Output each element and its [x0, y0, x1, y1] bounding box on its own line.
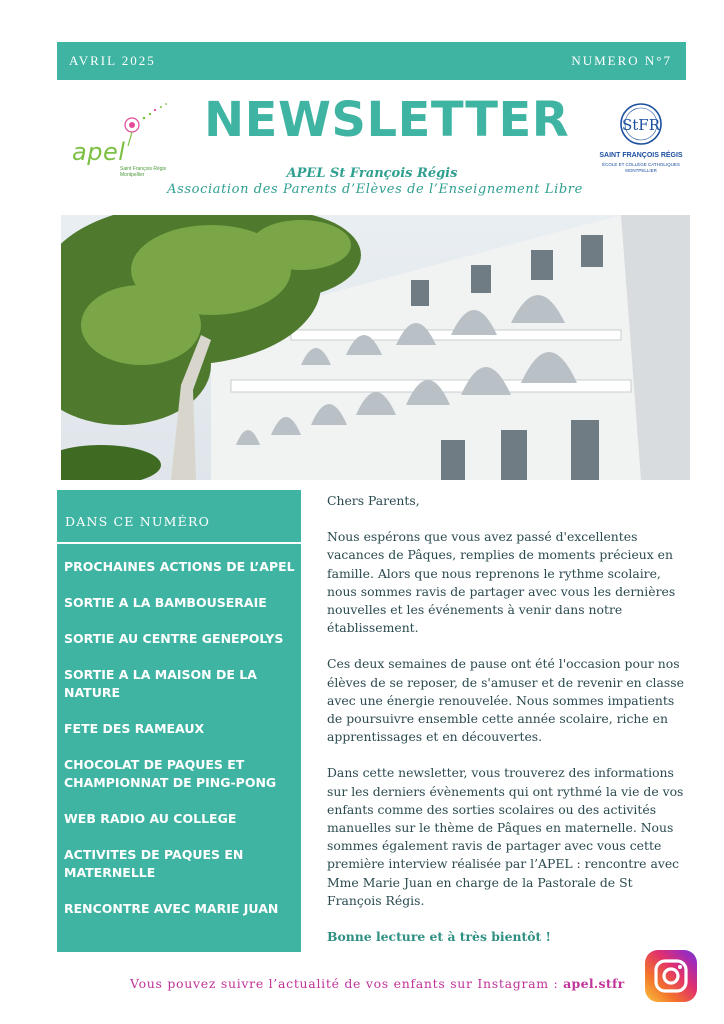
table-of-contents — [57, 490, 301, 952]
toc-item-bambouseraie[interactable]: SORTIE A LA BAMBOUSERAIE — [64, 595, 267, 610]
apel-logo-word: apel — [72, 138, 126, 166]
toc-divider — [57, 542, 301, 544]
instagram-icon[interactable] — [645, 950, 697, 1002]
apel-logo — [70, 100, 180, 180]
school-building-photo — [61, 215, 690, 480]
org-name: APEL St François Régis — [286, 166, 458, 181]
toc-item-maternelle[interactable]: ACTIVITES DE PAQUES EN MATERNELLE — [64, 847, 244, 880]
editorial-letter — [327, 492, 689, 964]
toc-item-web-radio[interactable]: WEB RADIO AU COLLEGE — [64, 811, 237, 826]
toc-item-maison-nature[interactable]: SORTIE A LA MAISON DE LA NATURE — [64, 667, 257, 700]
letter-closing: Bonne lecture et à très bientôt ! — [327, 929, 551, 945]
footer-text: Vous pouvez suivre l’actualité de vos enfants sur Instagram : — [130, 976, 559, 991]
issue-date: AVRIL 2025 — [69, 53, 156, 68]
letter-paragraph-2: Ces deux semaines de pause ont été l'occasion pour nos élèves de se reposer, de s'amuser et de revenir en classe avec une énergie renouvelée. Nous sommes impatients de poursuivre ensemble cette année scolaire, riche en apprentissages et en découvertes. — [327, 656, 684, 745]
toc-item-actions[interactable]: PROCHAINES ACTIONS DE L’APEL — [64, 559, 295, 574]
association-name: Association des Parents d’Elèves de l’Enseignement Libre — [167, 182, 583, 197]
toc-heading: DANS CE NUMÉRO — [65, 514, 211, 529]
toc-item-rameaux[interactable]: FETE DES RAMEAUX — [64, 721, 205, 736]
toc-item-chocolat[interactable]: CHOCOLAT DE PAQUES ET CHAMPIONNAT DE PING-PONG — [64, 757, 277, 790]
letter-paragraph-3: Dans cette newsletter, vous trouverez des informations sur les derniers évènements qui ont rythmé la vie de vos enfants comme des sorties scolaires ou des activités manuelles sur le thème de Pâques en maternelle. Nous sommes également ravis de partager avec vous cette première interview réalisée par l’APEL : rencontre avec Mme Marie Juan en charge de la Pastorale de St François Régis. — [327, 765, 684, 908]
toc-item-marie-juan[interactable]: RENCONTRE AVEC MARIE JUAN — [64, 901, 279, 916]
issue-number: NUMERO N°7 — [571, 53, 672, 68]
apel-logo-subtitle: Saint François Régis Montpellier — [120, 166, 167, 178]
school-logo-name: SAINT FRANÇOIS RÉGIS — [599, 152, 683, 159]
school-logo — [596, 100, 686, 180]
school-logo-mark: StFR — [621, 116, 661, 134]
letter-paragraph-1: Nous espérons que vous avez passé d'excellentes vacances de Pâques, remplies de moments précieux en famille. Alors que nous reprenons le rythme scolaire, nous sommes ravis de partager avec vous les dernières nouvelles et les événements à venir dans notre établissement. — [327, 529, 676, 636]
letter-greeting: Chers Parents, — [327, 493, 420, 508]
instagram-footer — [130, 976, 625, 991]
school-logo-subtitle: ÉCOLE ET COLLÈGE CATHOLIQUES MONTPELLIER — [602, 162, 680, 173]
toc-item-genepolys[interactable]: SORTIE AU CENTRE GENEPOLYS — [64, 631, 284, 646]
header-bar — [57, 42, 686, 80]
instagram-handle[interactable]: apel.stfr — [563, 976, 625, 991]
newsletter-title: NEWSLETTER — [204, 92, 570, 148]
toc-list — [64, 558, 296, 936]
